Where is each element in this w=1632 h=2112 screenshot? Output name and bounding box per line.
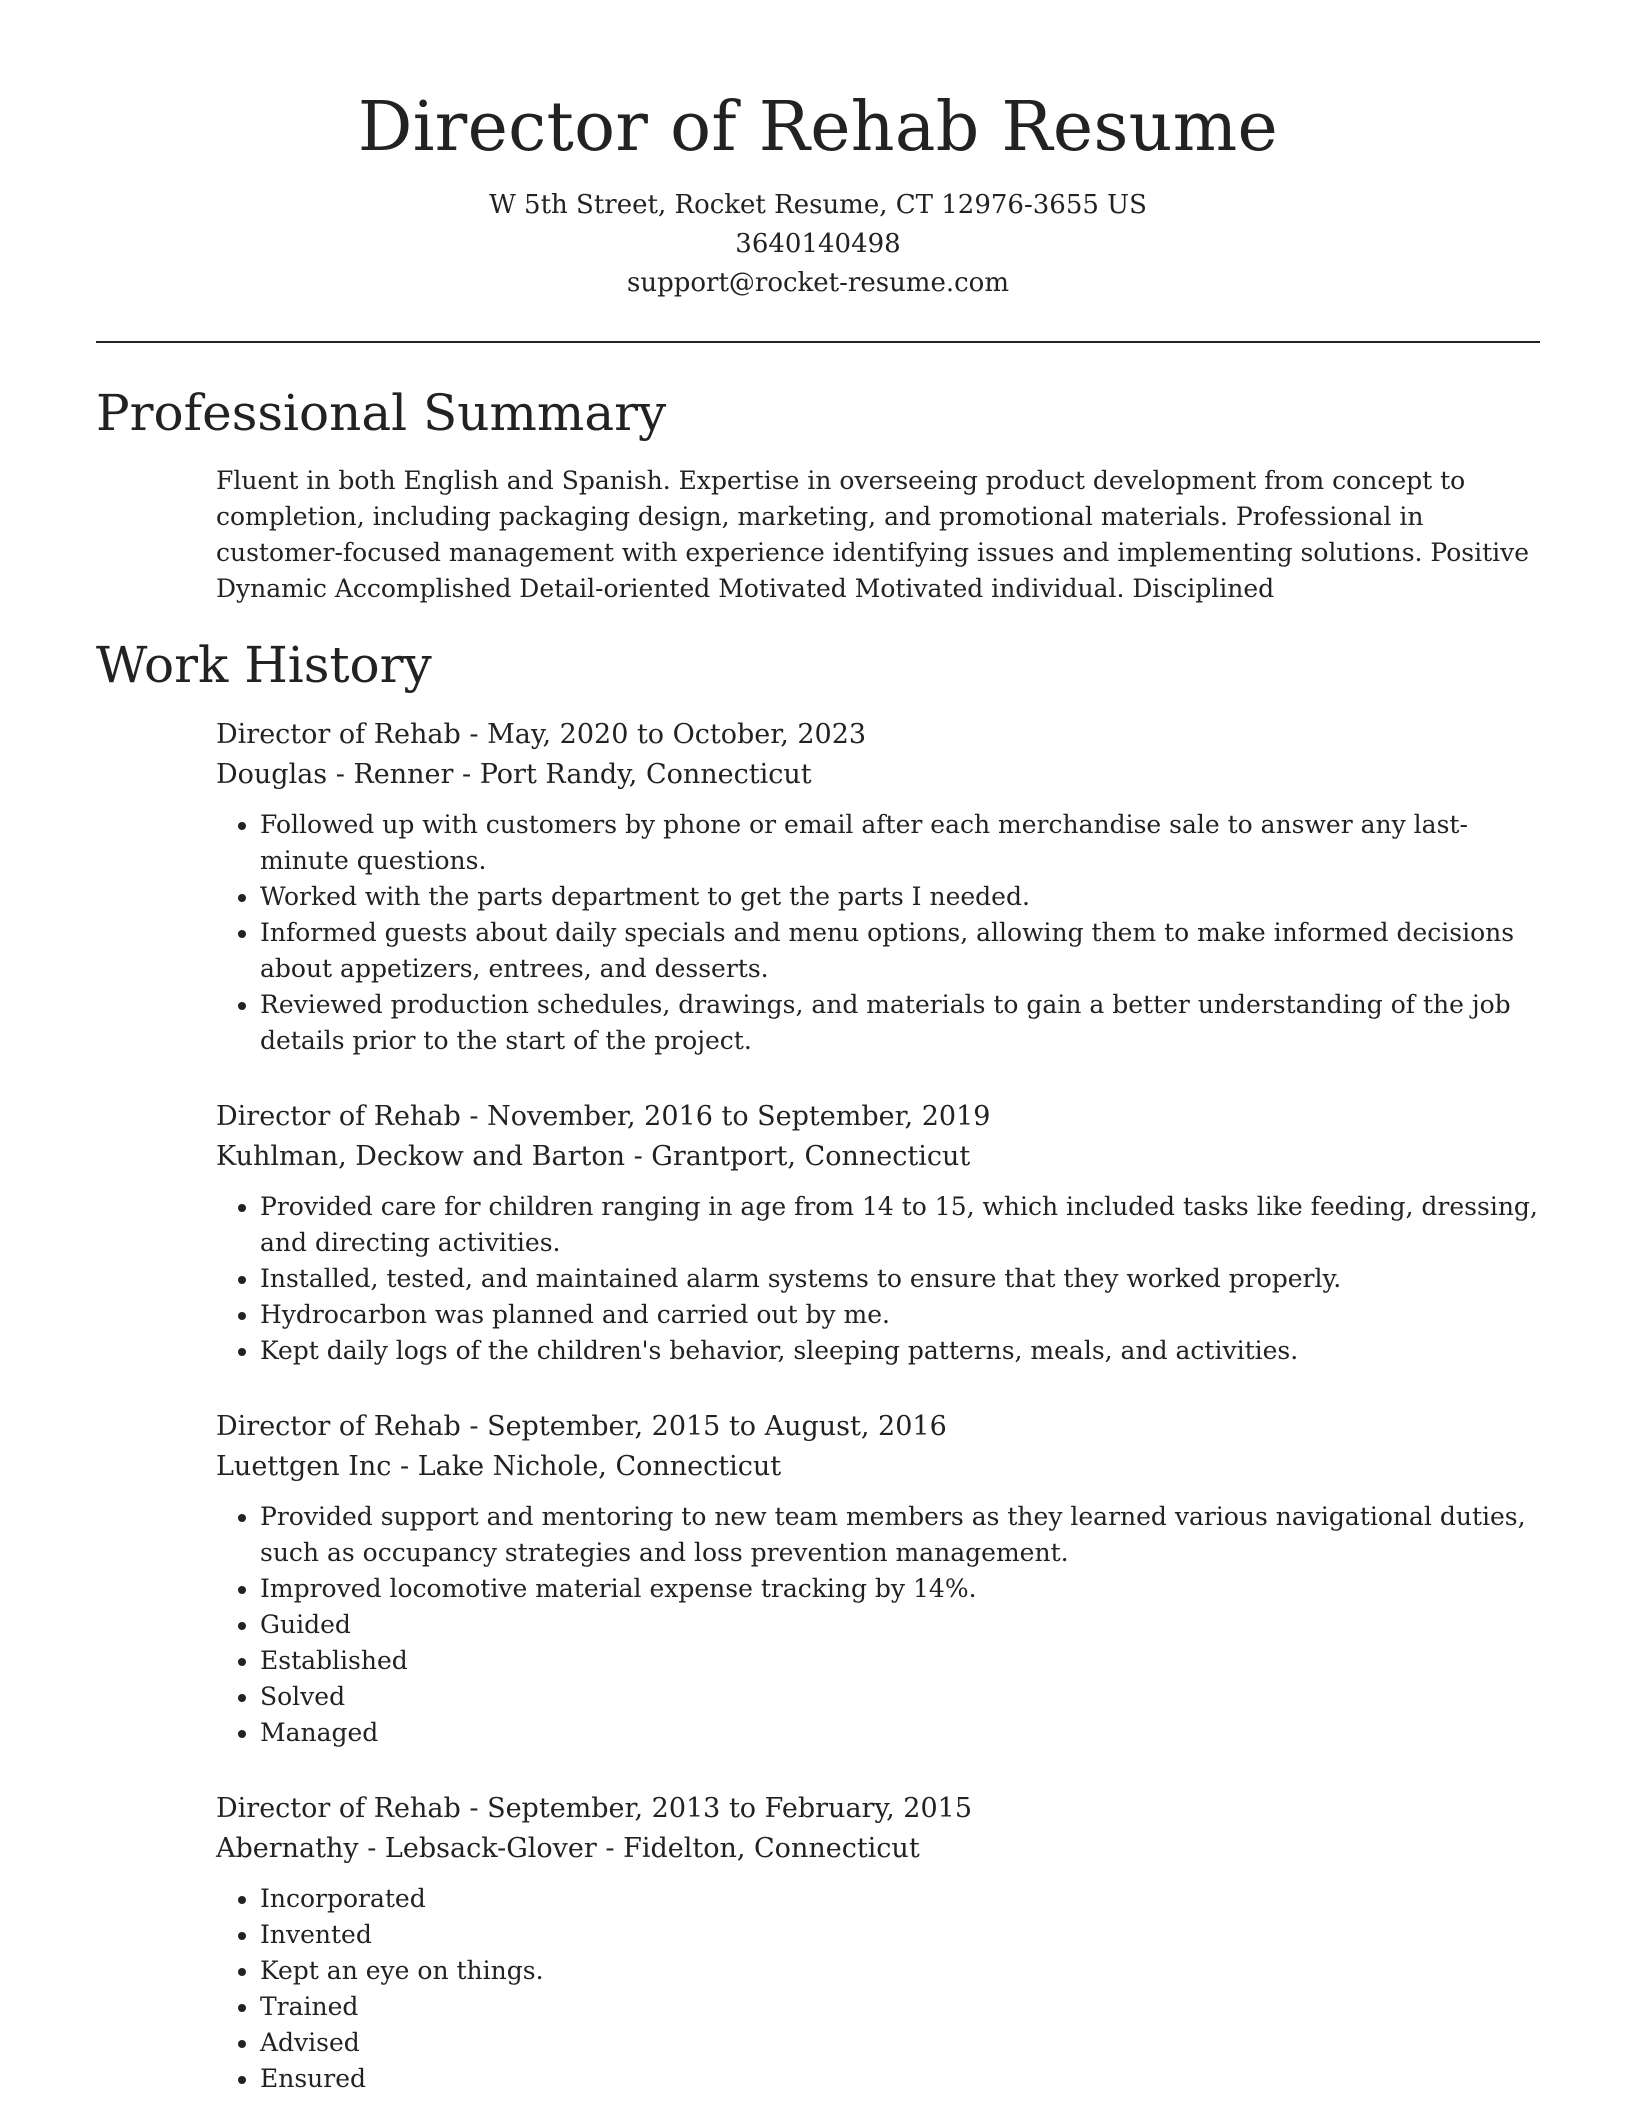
job-bullet: • Invented: [260, 1917, 1540, 1953]
job-entry: [216, 1789, 1540, 2097]
job-company: Kuhlman, Deckow and Barton: [216, 1141, 625, 1172]
job-bullet-list: [216, 1189, 1540, 1369]
job-bullet: • Solved: [260, 1679, 1540, 1715]
summary-heading: Professional Summary: [96, 384, 667, 442]
job-bullet: • Ensured: [260, 2061, 1540, 2097]
job-bullet-list: [216, 807, 1540, 1059]
job-company-line: [216, 1137, 1540, 1177]
job-dates: - November, 2016 to September, 2019: [460, 1101, 991, 1132]
job-location: - Lake Nichole, Connecticut: [391, 1451, 782, 1482]
job-bullet-list: [216, 1499, 1540, 1751]
job-bullet: • Worked with the parts department to get the parts I needed.: [260, 879, 1540, 915]
job-bullet: • Guided: [260, 1607, 1540, 1643]
job-dates: - September, 2015 to August, 2016: [460, 1411, 947, 1442]
job-bullet: • Kept daily logs of the children's behavior, sleeping patterns, meals, and activities.: [260, 1333, 1540, 1369]
job-dates: - May, 2020 to October, 2023: [460, 719, 867, 750]
header-divider: [96, 341, 1540, 343]
job-bullet: • Established: [260, 1643, 1540, 1679]
job-title: Director of Rehab: [216, 1411, 461, 1442]
job-bullet: • Improved locomotive material expense tracking by 14%.: [260, 1571, 1540, 1607]
job-entry: [216, 1407, 1540, 1751]
job-bullet: • Hydrocarbon was planned and carried out by me.: [260, 1297, 1540, 1333]
job-bullet: • Provided support and mentoring to new team members as they learned various navigational duties, such as occupancy strategies and loss prevention management.: [260, 1499, 1540, 1571]
resume-header: [96, 0, 1540, 303]
job-bullet: • Followed up with customers by phone or email after each merchandise sale to answer any last-minute questions.: [260, 807, 1540, 879]
contact-info: [96, 186, 1540, 303]
job-title-line: [216, 715, 1540, 755]
job-location: - Port Randy, Connecticut: [453, 759, 812, 790]
job-bullet-list: [216, 1881, 1540, 2097]
contact-address: W 5th Street, Rocket Resume, CT 12976-3655 US: [489, 190, 1147, 220]
job-company-line: [216, 755, 1540, 795]
job-company: Douglas - Renner: [216, 759, 454, 790]
job-title-line: [216, 1097, 1540, 1137]
job-dates: - September, 2013 to February, 2015: [460, 1793, 972, 1824]
job-bullet: • Trained: [260, 1989, 1540, 2025]
work-history-heading: Work History: [96, 636, 432, 694]
job-title-line: [216, 1789, 1540, 1829]
job-title: Director of Rehab: [216, 1793, 461, 1824]
job-company-line: [216, 1447, 1540, 1487]
job-entry: [216, 715, 1540, 1059]
job-bullet: • Managed: [260, 1715, 1540, 1751]
resume-page: [96, 0, 1540, 2097]
job-bullet: • Kept an eye on things.: [260, 1953, 1540, 1989]
contact-phone: 3640140498: [735, 229, 901, 259]
job-title-line: [216, 1407, 1540, 1447]
work-history-list: [216, 715, 1540, 2097]
job-entry: [216, 1097, 1540, 1369]
job-company-line: [216, 1829, 1540, 1869]
job-location: - Grantport, Connecticut: [625, 1141, 971, 1172]
job-title: Director of Rehab: [216, 1101, 461, 1132]
job-title: Director of Rehab: [216, 719, 461, 750]
job-location: - Fidelton, Connecticut: [596, 1833, 920, 1864]
resume-title: Director of Rehab Resume: [357, 88, 1279, 167]
job-bullet: • Installed, tested, and maintained alarm systems to ensure that they worked properly.: [260, 1261, 1540, 1297]
contact-email: support@rocket-resume.com: [626, 268, 1009, 298]
job-company: Luettgen Inc: [216, 1451, 392, 1482]
job-bullet: • Provided care for children ranging in age from 14 to 15, which included tasks like feeding, dressing, and directing activities.: [260, 1189, 1540, 1261]
job-bullet: • Advised: [260, 2025, 1540, 2061]
job-company: Abernathy - Lebsack-Glover: [216, 1833, 597, 1864]
summary-text: Fluent in both English and Spanish. Expertise in overseeing product development from concept to completion, including packaging design, marketing, and promotional materials. Professional in customer-focused management with experience identifying issues and implementing solutions. Positive Dynamic Accomplished Detail-oriented Motivated Motivated individual. Disciplined: [216, 466, 1530, 603]
job-bullet: • Incorporated: [260, 1881, 1540, 1917]
job-bullet: • Reviewed production schedules, drawings, and materials to gain a better understanding of the job details prior to the start of the project.: [260, 987, 1540, 1059]
job-bullet: • Informed guests about daily specials and menu options, allowing them to make informed decisions about appetizers, entrees, and desserts.: [260, 915, 1540, 987]
